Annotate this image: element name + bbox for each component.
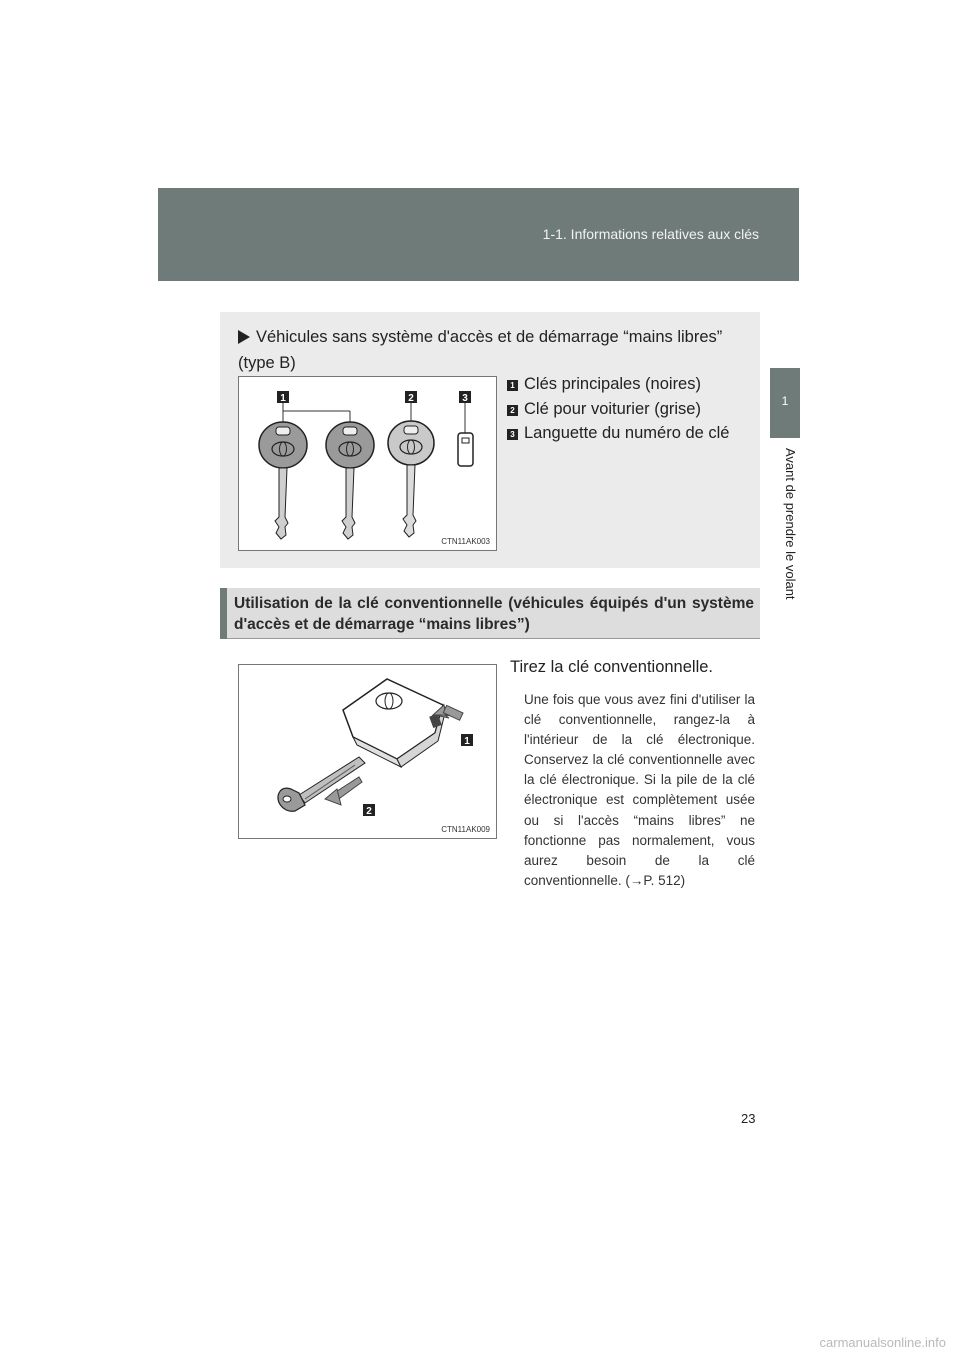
electronic-key-icon [343,679,445,767]
legend-item [507,372,747,397]
callout-2-label: 2 [366,806,372,817]
key-number-plate-icon [458,433,473,466]
figure-code: CTN11AK009 [441,825,490,834]
section-title: 1-1. Informations relatives aux clés [542,226,759,242]
variant-heading [238,324,738,376]
callout-1-label: 1 [464,736,470,747]
callout-1 [277,391,289,404]
instruction-text: Tirez la clé conventionnelle. [510,658,713,676]
chapter-title: Avant de prendre le volant [783,448,798,600]
legend-item [507,397,747,422]
note-text: Une fois que vous avez fini d'utiliser la clé conventionnelle, rangez-la à l'intérieur de la clé électronique. Conservez la clé conventionnelle avec la clé électronique. Si la pile de la clé électronique est complètement usée ou si l'accès “mains libres” ne fonctionne pas normalement, vous aurez besoin de la clé conventionnelle. (→P. 512) [524,692,755,888]
key-legend [507,372,747,446]
legend-num-2: 2 [507,405,518,416]
main-key-icon [326,422,374,539]
valet-key-icon [388,421,434,537]
chapter-title-vertical [752,448,818,608]
section-accent [220,588,227,639]
chapter-tab [770,368,800,438]
legend-text: Clé pour voiturier (grise) [524,399,701,418]
main-key-icon [259,422,307,539]
smart-key-illustration [239,665,496,838]
keys-illustration [239,377,496,550]
callout-3-label: 3 [462,393,468,404]
figure-code: CTN11AK003 [441,537,490,546]
variant-title: Véhicules sans système d'accès et de démarrage “mains libres” (type B) [238,328,723,372]
legend-num-3: 3 [507,429,518,440]
section-title-text: Utilisation de la clé conventionnelle (véhicules équipés d'un système d'accès et de démarrage “mains libres”) [234,595,754,633]
callout-2-label: 2 [408,393,414,404]
legend-text: Languette du numéro de clé [524,424,730,442]
callout-1 [461,734,473,747]
smart-key-figure [238,664,497,839]
section-heading [220,588,760,639]
callout-2 [363,804,375,817]
keys-figure [238,376,497,551]
triangle-bullet-icon [238,330,250,344]
legend-item [507,421,747,446]
legend-num-1: 1 [507,380,518,391]
chapter-number: 1 [781,394,789,408]
legend-text: Clés principales (noires) [524,375,701,393]
variant-panel [220,312,760,568]
callout-3 [459,391,471,404]
page-number: 23 [741,1111,756,1126]
callout-2 [405,391,417,404]
watermark: carmanualsonline.info [819,1335,946,1350]
header-band [158,188,799,281]
callout-1-label: 1 [280,393,286,404]
